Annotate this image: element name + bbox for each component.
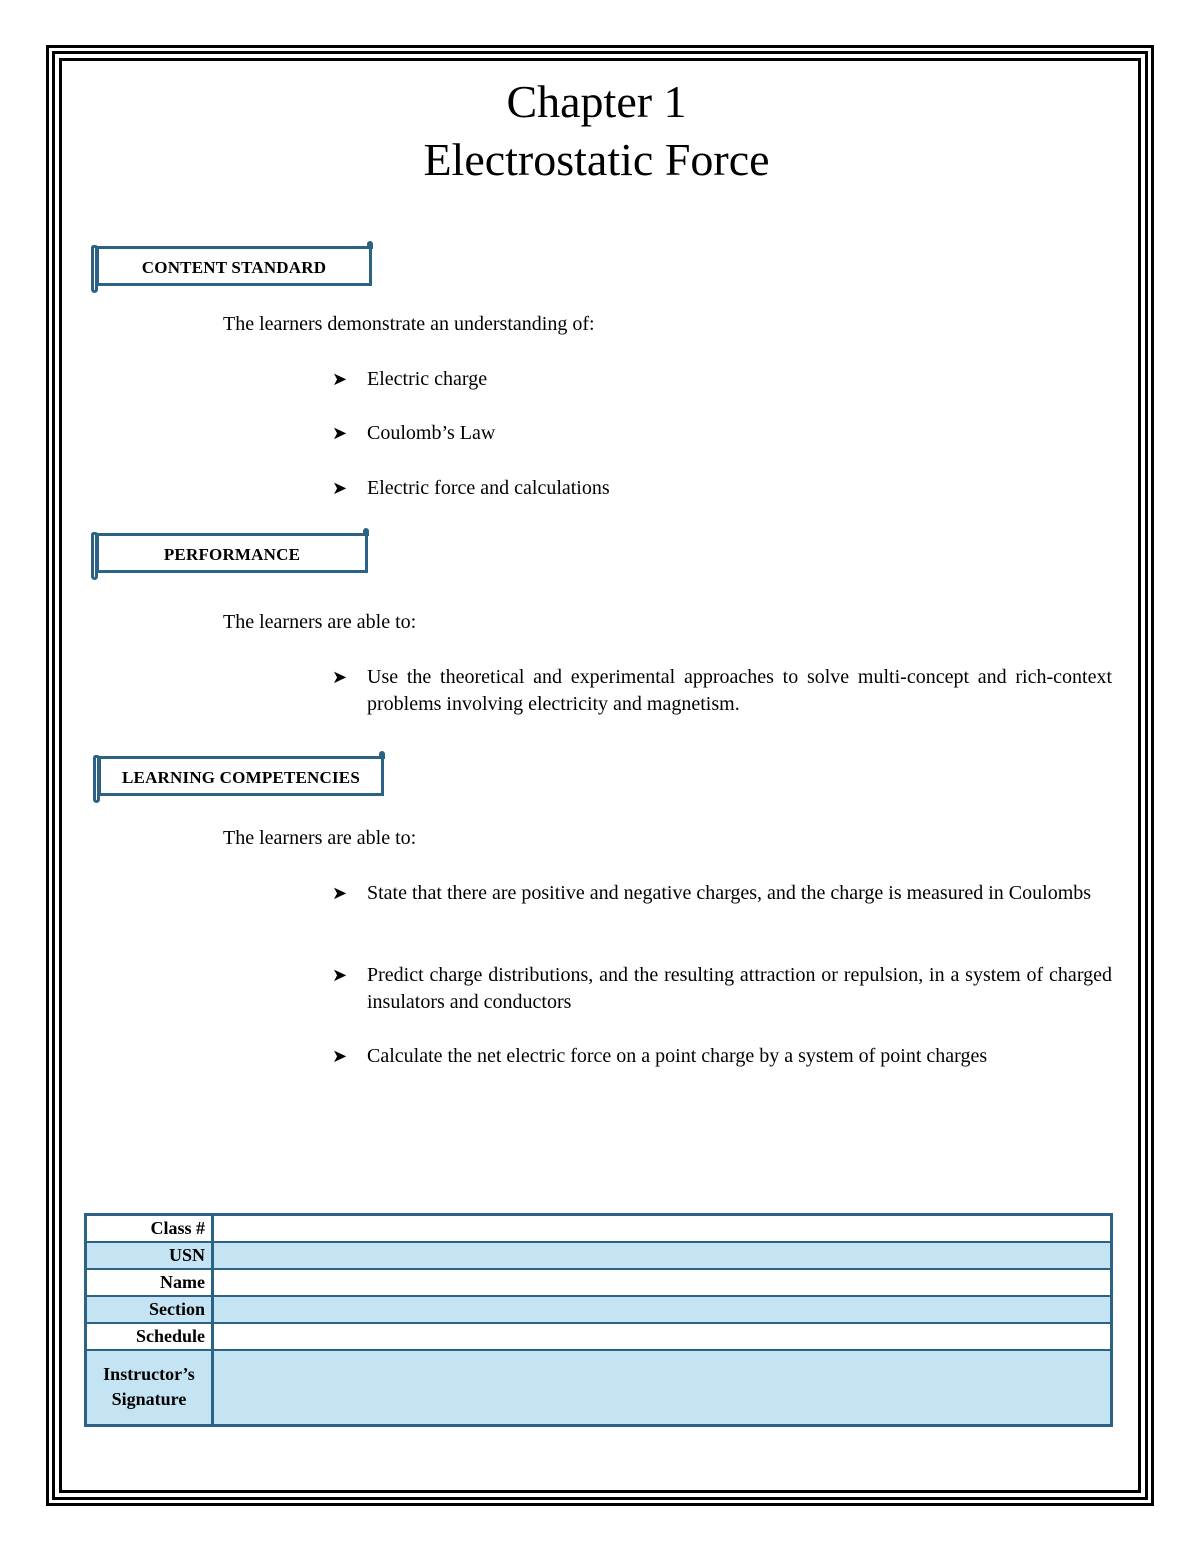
- list-item: ➤ Electric force and calculations: [332, 475, 1112, 502]
- section-field[interactable]: [213, 1296, 1112, 1323]
- usn-field[interactable]: [213, 1242, 1112, 1269]
- content-standard-banner: [96, 246, 372, 286]
- arrow-bullet-icon: ➤: [332, 369, 348, 389]
- arrow-bullet-icon: ➤: [332, 1046, 348, 1066]
- table-row: [86, 1269, 1112, 1296]
- table-row: [86, 1323, 1112, 1350]
- name-label: Name: [86, 1269, 213, 1296]
- section-label: Section: [86, 1296, 213, 1323]
- signature-label: Instructor’s Signature: [86, 1350, 213, 1426]
- class-number-label: Class #: [86, 1215, 213, 1242]
- competencies-banner: [98, 756, 384, 796]
- list-item: ➤ Electric charge: [332, 366, 1112, 393]
- table-row: [86, 1215, 1112, 1242]
- schedule-label: Schedule: [86, 1323, 213, 1350]
- competencies-label: LEARNING COMPETENCIES: [122, 768, 360, 787]
- content-standard-label: CONTENT STANDARD: [141, 258, 327, 277]
- performance-intro: The learners are able to:: [223, 611, 417, 633]
- arrow-bullet-icon: ➤: [332, 883, 348, 903]
- content-standard-intro: The learners demonstrate an understanding of:: [223, 313, 595, 335]
- signature-field[interactable]: [213, 1350, 1112, 1426]
- performance-banner: [96, 533, 368, 573]
- list-item: ➤ State that there are positive and negative charges, and the charge is measured in Coulombs: [332, 880, 1112, 907]
- list-item: ➤ Predict charge distributions, and the resulting attraction or repulsion, in a system of charged insulators and conductors: [332, 962, 1112, 1016]
- arrow-bullet-icon: ➤: [332, 667, 348, 687]
- class-number-field[interactable]: [213, 1215, 1112, 1242]
- list-item: ➤ Use the theoretical and experimental approaches to solve multi-concept and rich-context problems involving electricity and magnetism.: [332, 664, 1112, 718]
- list-item: ➤ Coulomb’s Law: [332, 420, 1112, 447]
- chapter-title: Electrostatic Force: [423, 134, 770, 185]
- list-item: ➤ Calculate the net electric force on a point charge by a system of point charges: [332, 1043, 1112, 1070]
- usn-label: USN: [86, 1242, 213, 1269]
- competencies-intro: The learners are able to:: [223, 827, 417, 849]
- arrow-bullet-icon: ➤: [332, 423, 348, 443]
- student-info-table: [84, 1213, 1113, 1427]
- table-row: [86, 1242, 1112, 1269]
- arrow-bullet-icon: ➤: [332, 965, 348, 985]
- chapter-number: Chapter 1: [506, 76, 687, 127]
- table-row: [86, 1296, 1112, 1323]
- arrow-bullet-icon: ➤: [332, 478, 348, 498]
- table-row: [86, 1350, 1112, 1426]
- name-field[interactable]: [213, 1269, 1112, 1296]
- schedule-field[interactable]: [213, 1323, 1112, 1350]
- performance-label: PERFORMANCE: [163, 545, 301, 564]
